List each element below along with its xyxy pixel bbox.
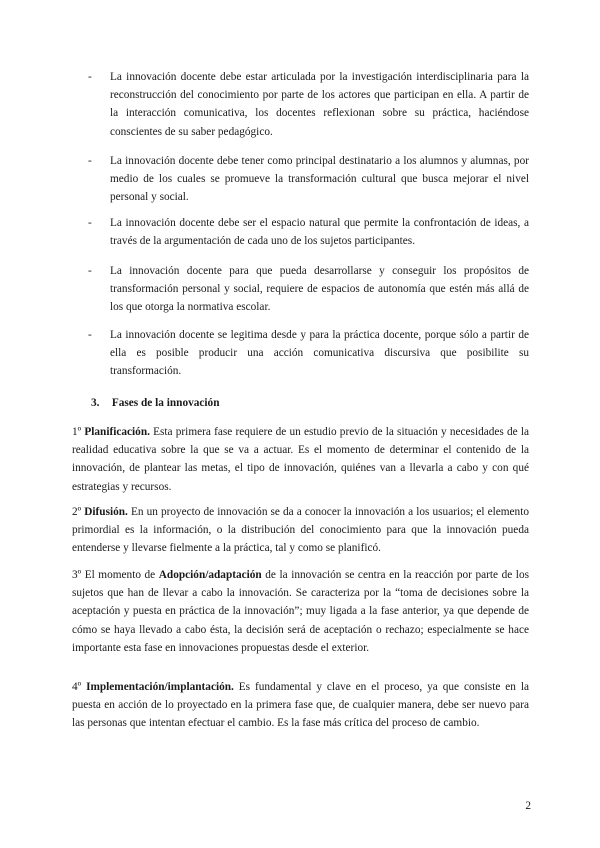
bullet-text: La innovación docente debe tener como principal destinatario a los alumnos y alumnas, por medio de los cuales se promueve la transformación cultural que busca mejorar el nivel personal y social.: [110, 155, 529, 204]
phase-prefix: 1º: [72, 426, 85, 438]
phase-paragraph: [72, 423, 529, 496]
phase-term: Adopción/adaptación: [158, 569, 262, 581]
bullet-marker: -: [88, 217, 92, 229]
phase-paragraph: [72, 678, 529, 733]
bullet-marker: -: [88, 265, 92, 277]
bullet-marker: -: [88, 329, 92, 341]
section-title: Fases de la innovación: [111, 397, 220, 409]
bullet-text: La innovación docente para que pueda desarrollarse y conseguir los propósitos de transformación personal y social, requiere de espacios de autonomía que estén más allá de los que otorga la normativa escolar.: [110, 265, 529, 314]
section-number: 3.: [91, 397, 100, 409]
section-heading: [91, 394, 219, 412]
phase-prefix: 2º: [72, 506, 85, 518]
phase-term: Planificación.: [84, 426, 150, 438]
phase-prefix: 3º El momento de: [72, 569, 159, 581]
bullet-text: La innovación docente debe estar articulada por la investigación interdisciplinaria para la reconstrucción del conocimiento por parte de los actores que participan en ella. A partir de la interacción comunicativa, los docentes reflexionan sobre su práctica, haciéndose conscientes de su saber pedagógico.: [110, 71, 529, 138]
bullet-text: La innovación docente se legitima desde y para la práctica docente, porque sólo a partir de ella es posible producir una acción comunicativa discursiva que posibilite su transformación.: [110, 329, 529, 378]
bullet-marker: -: [88, 71, 92, 83]
phase-paragraph: [72, 566, 529, 657]
page-number: 2: [525, 800, 531, 812]
phase-prefix: 4º: [72, 681, 87, 693]
bullet-item: [88, 262, 529, 317]
bullet-item: [88, 326, 529, 381]
phase-term: Implementación/implantación.: [86, 681, 234, 693]
phase-text: de la innovación se centra en la reacción por parte de los sujetos que han de llevar a cabo la innovación. Se caracteriza por la “toma de decisiones sobre la aceptación y puesta en práctica de la innovación”; muy ligada a la fase anterior, ya que depende de cómo se haya llevado a cabo ésta, la decisión será de aceptación o rechazo; especialmente se hace importante esta fase en innovaciones propuestas desde el exterior.: [72, 569, 529, 654]
phase-term: Difusión.: [84, 506, 128, 518]
phase-text: En un proyecto de innovación se da a conocer la innovación a los usuarios; el elemento primordial es la información, o la distribución del conocimiento para que la innovación pueda entenderse y llevarse fielmente a la práctica, tal y como se planificó.: [72, 506, 529, 555]
bullet-item: [88, 152, 529, 207]
phase-text: Es fundamental y clave en el proceso, ya que consiste en la puesta en acción de lo proyectado en la primera fase que, de cualquier manera, debe ser nuevo para las personas que intentan efectuar el cambio. Es la fase más crítica del proceso de cambio.: [72, 681, 529, 730]
bullet-text: La innovación docente debe ser el espacio natural que permite la confrontación de ideas, a través de la argumentación de cada uno de los sujetos participantes.: [110, 217, 529, 248]
phase-paragraph: [72, 503, 529, 558]
bullet-marker: -: [88, 155, 92, 167]
phase-text: Esta primera fase requiere de un estudio previo de la situación y necesidades de la realidad educativa sobre la que se va a actuar. Es el momento de determinar el contenido de la innovación, de plantear las metas, el tipo de innovación, quiénes van a llevarla a cabo y con qué estrategias y recursos.: [72, 426, 529, 493]
bullet-item: [88, 68, 529, 141]
bullet-item: [88, 214, 529, 250]
